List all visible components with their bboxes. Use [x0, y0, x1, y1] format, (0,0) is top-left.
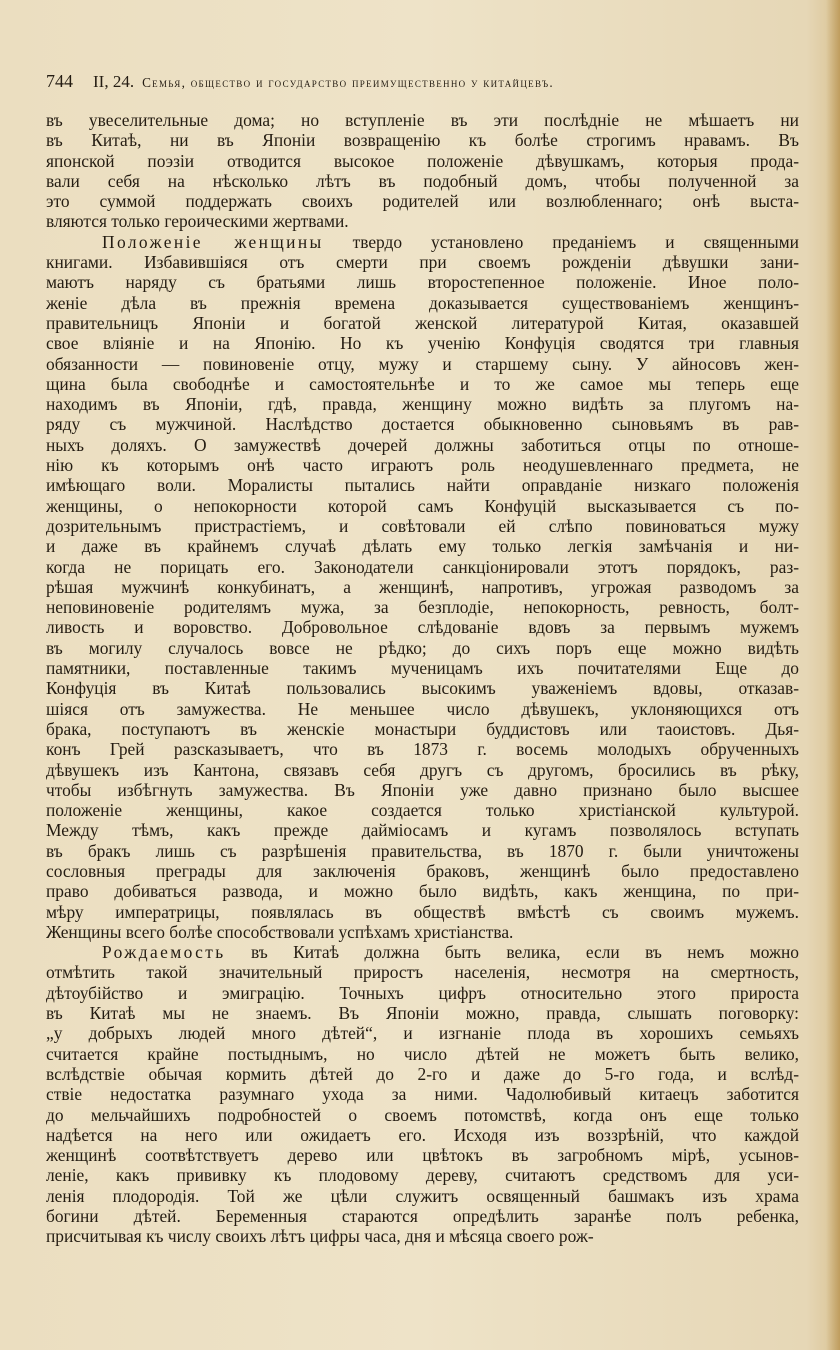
text-line	[46, 1064, 799, 1084]
line-text: Женщины всего болѣе способствовали успѣхамъ христіанства.	[46, 921, 514, 942]
line-text: японской поэзіи отводится высокое положеніе дѣвушкамъ, которыя прода-	[46, 150, 799, 171]
line-text: въ Китаѣ, ни въ Японіи возвращенію къ болѣе строгимъ нравамъ. Въ	[46, 130, 799, 151]
page-number: 744	[46, 71, 73, 91]
line-text: когда не порицать его. Законодатели санкціонировали этотъ порядокъ, раз-	[46, 556, 799, 577]
line-text: дѣвушекъ изъ Кантона, связавъ себя другъ съ другомъ, бросились въ рѣку,	[46, 759, 799, 780]
text-line	[46, 638, 799, 658]
text-line	[46, 516, 799, 536]
text-line	[46, 699, 799, 719]
body-text	[46, 110, 799, 1247]
line-text: Конфуція въ Китаѣ пользовались высокимъ уваженіемъ вдовы, отказав-	[46, 678, 799, 699]
text-line	[46, 252, 799, 272]
text-line	[46, 1145, 799, 1165]
line-text: неповиновеніе родителямъ мужа, за безплодіе, непокорность, ревность, болт-	[46, 597, 799, 618]
line-text: книгами. Избавившіяся отъ смерти при своемъ рожденіи дѣвушки зани-	[46, 252, 799, 273]
page-edge-shadow	[826, 0, 840, 1350]
line-text: мѣру императрицы, появлялась въ обществѣ вмѣстѣ съ своимъ мужемъ.	[46, 901, 799, 922]
line-text: леніе, какъ прививку къ плодовому дереву, считаютъ средствомъ для уси-	[46, 1165, 799, 1186]
text-line	[46, 962, 799, 982]
line-text: твердо установлено преданіемъ и священными	[323, 231, 799, 252]
text-line	[46, 1105, 799, 1125]
text-line	[46, 272, 799, 292]
line-text: шіяся отъ замужества. Не меньшее число дѣвушекъ, уклоняющихся отъ	[46, 698, 799, 719]
line-text: въ могилу случалось вовсе не рѣдко; до сихъ поръ еще можно видѣть	[46, 637, 799, 658]
line-text: богини дѣтей. Беременныя стараются опредѣлить заранѣе полъ ребенка,	[46, 1206, 799, 1227]
text-line	[46, 151, 799, 171]
text-line	[46, 232, 799, 252]
text-line	[46, 1165, 799, 1185]
line-text: надѣется на него или ожидаетъ его. Исходя изъ воззрѣній, что каждой	[46, 1124, 799, 1145]
text-line	[46, 414, 799, 434]
line-text: вляются только героическими жертвами.	[46, 211, 349, 232]
text-line	[46, 130, 799, 150]
running-title: Семья, общество и государство преимущественно у китайцевъ.	[142, 75, 555, 90]
text-line	[46, 1206, 799, 1226]
line-text: рѣшая мужчинѣ конкубинатъ, а женщинѣ, напротивъ, угрожая разводомъ за	[46, 576, 799, 597]
line-text: нію къ которымъ онѣ часто играютъ роль неодушевленнаго предмета, не	[46, 455, 799, 476]
text-line	[46, 1003, 799, 1023]
running-head	[46, 71, 798, 93]
line-text: правительницъ Японіи и богатой женской литературой Китая, оказавшей	[46, 312, 799, 333]
line-text: женіе дѣла въ прежнія времена доказывается существованіемъ женщинъ-	[46, 292, 799, 313]
text-line	[46, 354, 799, 374]
line-text: до мельчайшихъ подробностей о своемъ потомствѣ, когда онъ еще только	[46, 1104, 799, 1125]
line-text: памятники, поставленные такимъ мученицамъ ихъ почитателями Еще до	[46, 658, 799, 679]
line-text: дѣтоубійство и эмиграцію. Точныхъ цифръ относительно этого прироста	[46, 982, 799, 1003]
text-line	[46, 881, 799, 901]
line-text: находимъ въ Японіи, гдѣ, правда, женщину можно видѣть за плугомъ на-	[46, 394, 799, 415]
spaced-lead-term: Рождаемость	[102, 942, 226, 963]
text-line	[46, 1023, 799, 1043]
line-text: имѣющаго воли. Моралисты пытались найти оправданіе низкаго положенія	[46, 475, 799, 496]
text-line	[46, 1044, 799, 1064]
line-text: ныхъ доляхъ. О замужествѣ дочерей должны заботиться отцы по отноше-	[46, 434, 799, 455]
section-reference: II, 24.	[93, 72, 135, 91]
line-text: въ бракъ лишь съ разрѣшенія правительства, въ 1870 г. были уничтожены	[46, 840, 799, 861]
text-line	[46, 293, 799, 313]
text-line	[46, 333, 799, 353]
line-text: „у добрыхъ людей много дѣтей“, и изгнаніе плода въ хорошихъ семьяхъ	[46, 1023, 799, 1044]
text-line	[46, 1084, 799, 1104]
text-line	[46, 191, 799, 211]
text-line	[46, 841, 799, 861]
text-line	[46, 658, 799, 678]
line-text: маютъ наряду съ братьями лишь второстепенное положеніе. Иное поло-	[46, 272, 799, 293]
line-text: это суммой поддержать своихъ родителей или возлюбленнаго; онѣ выста-	[46, 191, 799, 212]
text-line	[46, 739, 799, 759]
line-text: и даже въ крайнемъ случаѣ дѣлать ему только легкія замѣчанія и ни-	[46, 536, 799, 557]
line-text: женщинѣ соотвѣтствуетъ дерево или цвѣтокъ въ загробномъ мірѣ, усынов-	[46, 1145, 799, 1166]
line-text: женщины, о непокорности которой самъ Конфуцій высказывается съ по-	[46, 495, 799, 516]
text-line	[46, 719, 799, 739]
line-text: считается крайне постыднымъ, но число дѣтей не можетъ быть велико,	[46, 1043, 799, 1064]
line-text: ленія плодородія. Той же цѣли служитъ освященный башмакъ изъ храма	[46, 1185, 799, 1206]
line-text: дозрительнымъ пристрастіемъ, и совѣтовали ей слѣпо повиноваться мужу	[46, 515, 799, 536]
spaced-lead-term: Положеніе женщины	[102, 231, 324, 252]
text-line	[46, 394, 799, 414]
line-text: свое вліяніе и на Японію. Но къ ученію Конфуція сводятся три главныя	[46, 333, 799, 354]
line-text: въ Китаѣ должна быть велика, если въ немъ можно	[225, 942, 799, 963]
text-line	[46, 374, 799, 394]
text-line	[46, 557, 799, 577]
line-text: обязанности — повиновеніе отцу, мужу и старшему сыну. У айносовъ жен-	[46, 353, 799, 374]
text-line	[46, 780, 799, 800]
line-text: ливость и воровство. Добровольное слѣдованіе вдовъ за первымъ мужемъ	[46, 617, 799, 638]
text-line	[46, 1125, 799, 1145]
text-line	[46, 942, 799, 962]
text-line	[46, 110, 799, 130]
line-text: ряду съ мужчиной. Наслѣдство достается обыкновенно сыновьямъ въ рав-	[46, 414, 799, 435]
line-text: въ увеселительные дома; но вступленіе въ эти послѣдніе не мѣшаетъ ни	[46, 110, 799, 130]
line-text: брака, поступаютъ въ женскіе монастыри буддистовъ или таоистовъ. Дья-	[46, 718, 799, 739]
line-text: вали себя на нѣсколько лѣтъ въ подобный домъ, чтобы полученной за	[46, 170, 799, 191]
line-text: въ Китаѣ мы не знаемъ. Въ Японіи можно, правда, слышать поговорку:	[46, 1003, 799, 1024]
text-line	[46, 496, 799, 516]
text-line	[46, 435, 799, 455]
paragraph	[46, 232, 799, 942]
text-line	[46, 171, 799, 191]
paragraph	[46, 942, 799, 1246]
text-line	[46, 211, 799, 231]
text-line	[46, 983, 799, 1003]
line-text: вслѣдствіе обычая кормить дѣтей до 2-го и даже до 5-го года, и вслѣд-	[46, 1063, 799, 1084]
text-line	[46, 536, 799, 556]
text-line	[46, 800, 799, 820]
line-text: положеніе женщины, какое создается только христіанской культурой.	[46, 800, 799, 821]
line-text: отмѣтить такой значительный приростъ населенія, несмотря на смертность,	[46, 962, 799, 983]
text-line	[46, 1226, 799, 1246]
text-line	[46, 678, 799, 698]
text-line	[46, 861, 799, 881]
line-text: сословныя преграды для заключенія браковъ, женщинѣ было предоставлено	[46, 860, 799, 881]
text-line	[46, 902, 799, 922]
line-text: право добиваться развода, и можно было видѣть, какъ женщина, по при-	[46, 881, 799, 902]
text-line	[46, 617, 799, 637]
text-line	[46, 475, 799, 495]
paragraph	[46, 110, 799, 232]
line-text: ствіе недостатка разумнаго ухода за ними. Чадолюбивый китаецъ заботится	[46, 1084, 799, 1105]
line-text: щина была свободнѣе и самостоятельнѣе и то же самое мы теперь еще	[46, 373, 799, 394]
line-text: Между тѣмъ, какъ прежде дайміосамъ и кугамъ позволялось вступать	[46, 820, 799, 841]
text-line	[46, 1186, 799, 1206]
line-text: чтобы избѣгнуть замужества. Въ Японіи уже давно признано было высшее	[46, 779, 799, 800]
text-line	[46, 760, 799, 780]
text-line	[46, 313, 799, 333]
text-line	[46, 455, 799, 475]
text-line	[46, 922, 799, 942]
text-line	[46, 597, 799, 617]
text-line	[46, 820, 799, 840]
line-text: присчитывая къ числу своихъ лѣтъ цифры часа, дня и мѣсяца своего рож-	[46, 1226, 594, 1247]
line-text: конъ Грей разсказываетъ, что въ 1873 г. восемь молодыхъ обрученныхъ	[46, 739, 799, 760]
text-line	[46, 577, 799, 597]
